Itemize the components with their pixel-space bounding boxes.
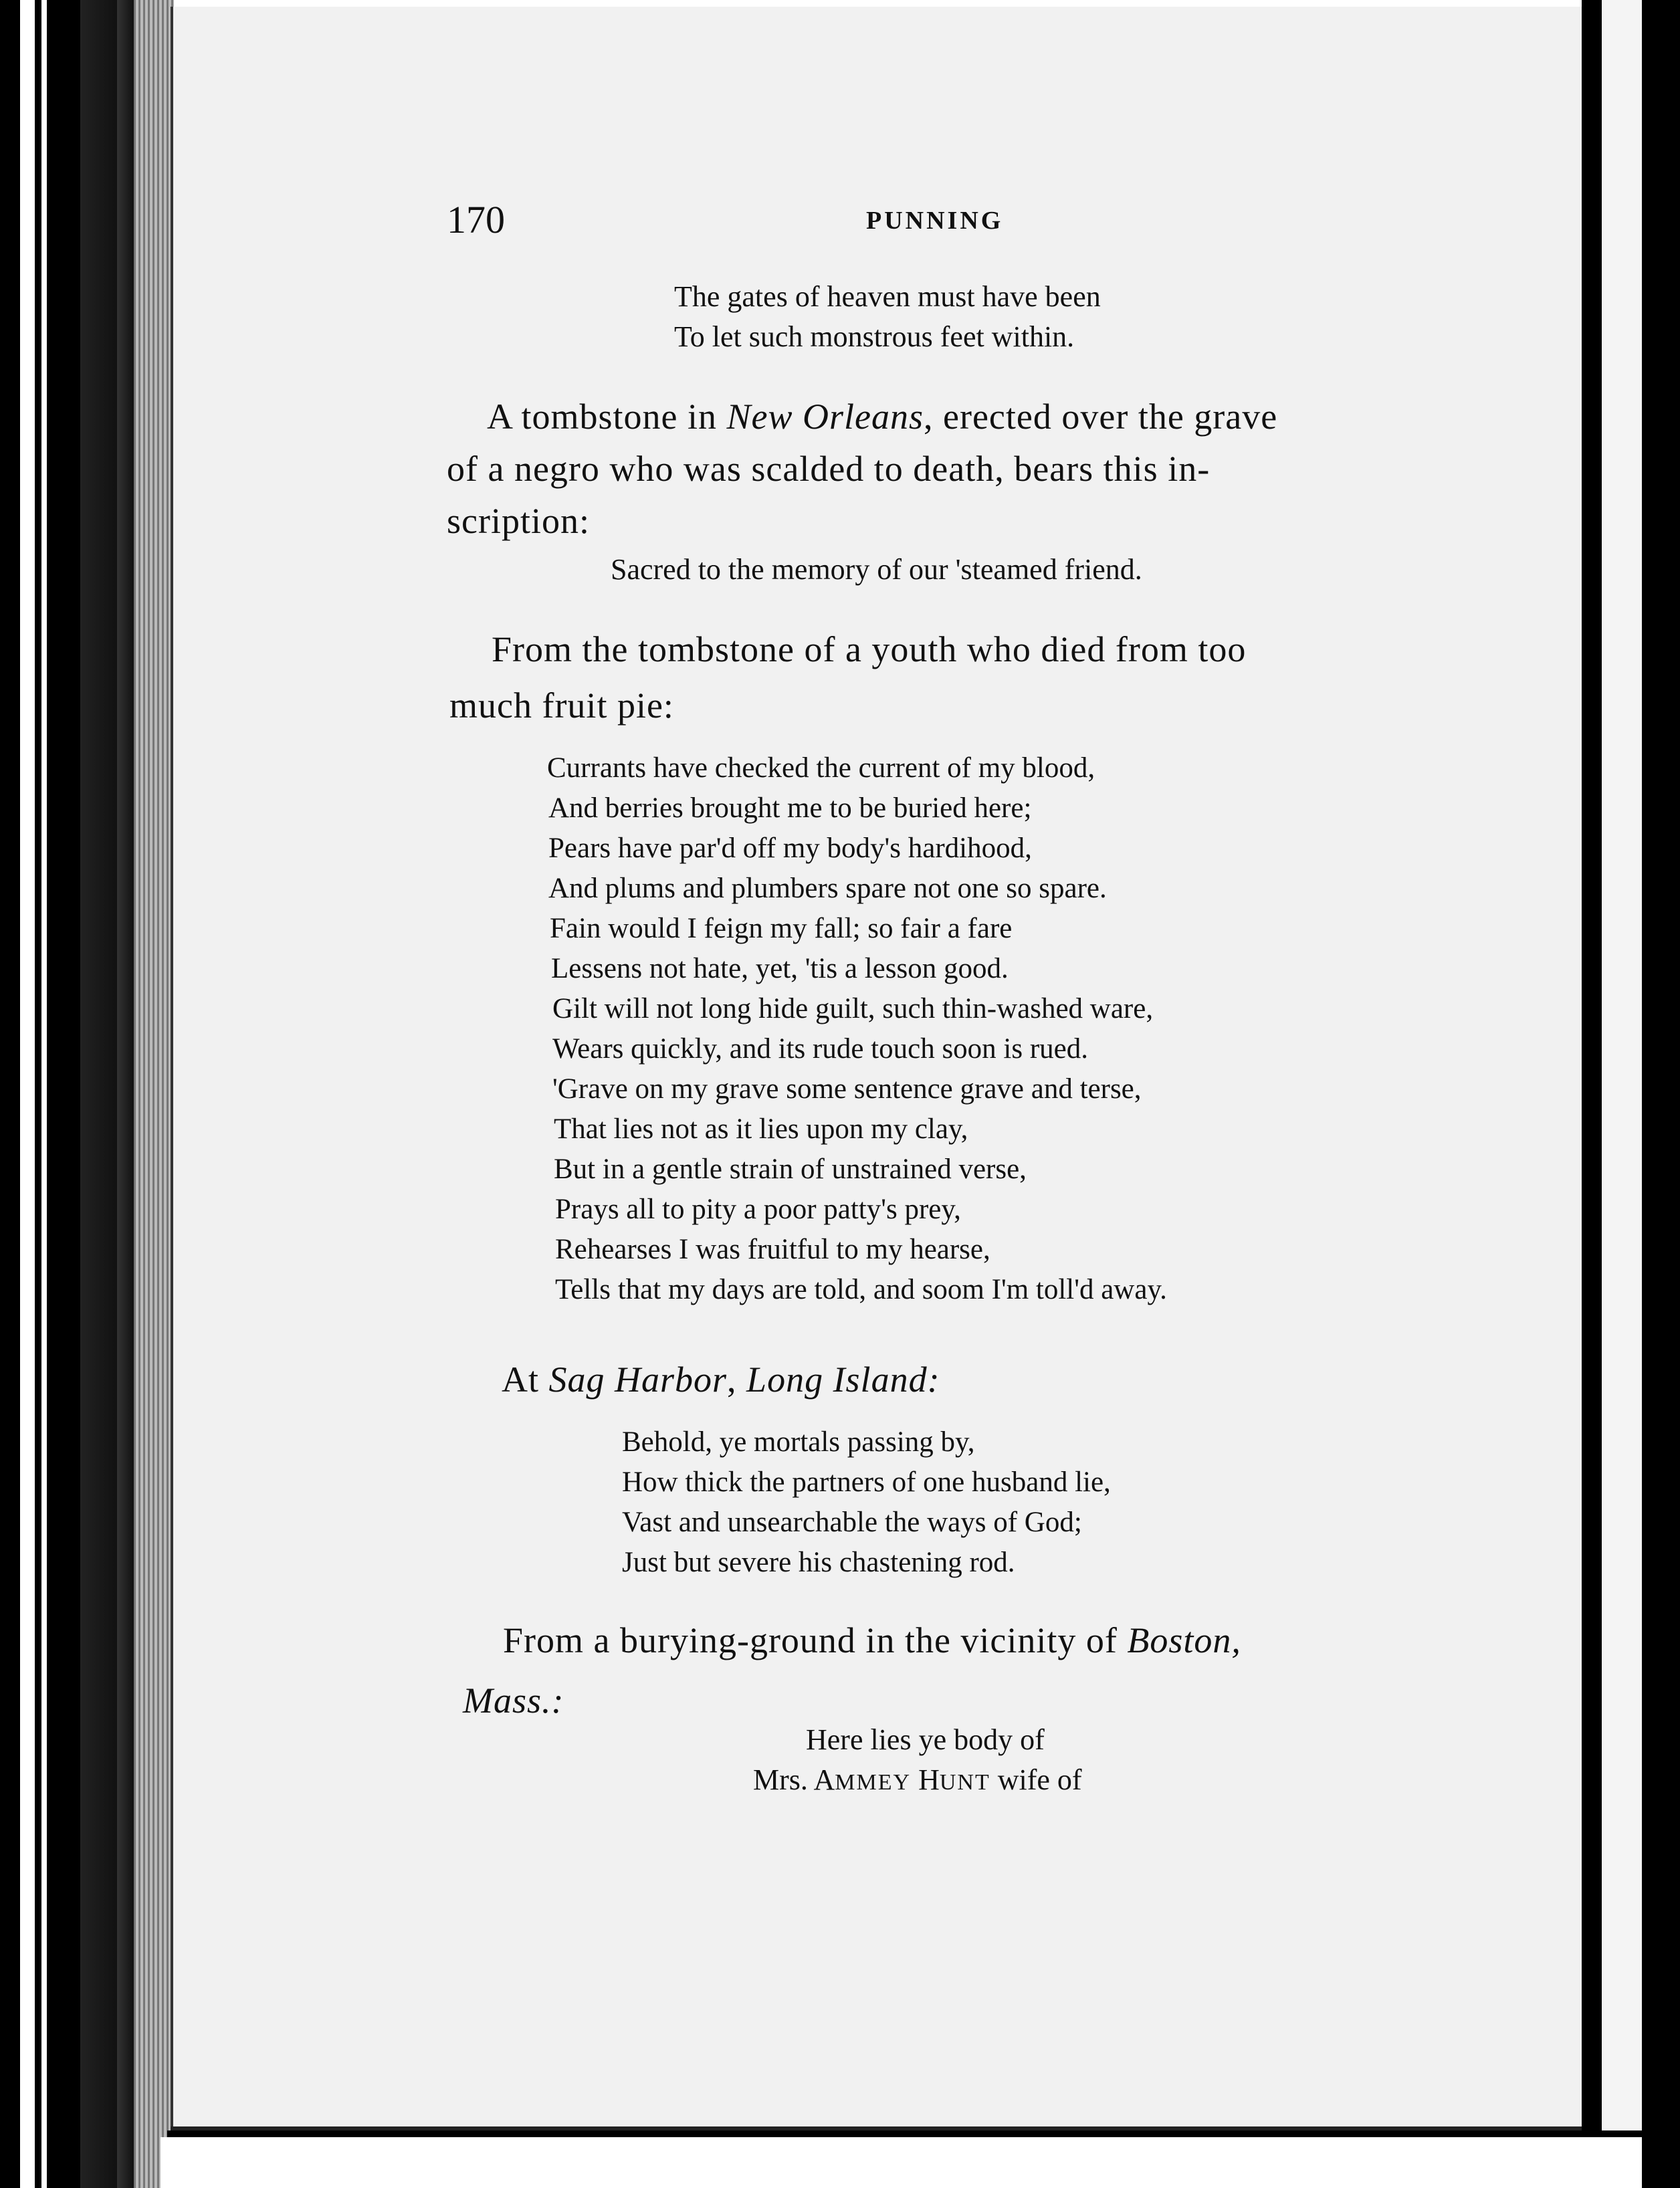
place-name: Sag Harbor: [548, 1359, 728, 1400]
poem-line: That lies not as it lies upon my clay,: [554, 1113, 968, 1145]
scan-far-right-edge: [1642, 0, 1680, 2188]
poem-line: Gilt will not long hide guilt, such thin-washed ware,: [552, 993, 1154, 1024]
poem-line: Just but severe his chastening rod.: [622, 1547, 1015, 1578]
scan-bottom-margin: [161, 2137, 1642, 2188]
verse-line: To let such monstrous feet within.: [674, 320, 1075, 353]
running-header: PUNNING: [866, 207, 1004, 235]
text-run: A tombstone in: [487, 397, 727, 437]
paragraph-line: scription:: [447, 501, 590, 541]
text-run: , erected over the grave: [924, 397, 1278, 437]
paragraph-line: From the tombstone of a youth who died from too: [492, 629, 1247, 669]
text-run: From a burying-ground in the vicinity of: [503, 1620, 1128, 1660]
inscription-line: Here lies ye body of: [806, 1723, 1045, 1756]
place-name: New Orleans: [726, 397, 924, 437]
poem-line: Pears have par'd off my body's hardihood,: [548, 833, 1032, 864]
paragraph-line: [502, 1359, 940, 1400]
facing-page-strip: [1602, 0, 1642, 2133]
poem-line: How thick the partners of one husband lie,: [622, 1466, 1111, 1498]
poem-line: Fain would I feign my fall; so fair a fare: [550, 913, 1013, 944]
poem-line: Currants have checked the current of my blood,: [547, 752, 1095, 784]
small-caps-text: UNT: [939, 1770, 990, 1795]
small-caps-initial: A: [813, 1763, 835, 1796]
poem-line: Prays all to pity a poor patty's prey,: [555, 1194, 961, 1225]
poem-line: Lessens not hate, yet, 'tis a lesson good.: [551, 953, 1009, 984]
poem-line: But in a gentle strain of unstrained verse,: [554, 1154, 1027, 1185]
page-edges-stack: [134, 0, 174, 2188]
poem-line: 'Grave on my grave some sentence grave and terse,: [552, 1073, 1142, 1105]
text-run: Mrs.: [753, 1763, 814, 1796]
paragraph-line: much fruit pie:: [449, 685, 674, 726]
small-caps-text: MMEY: [835, 1770, 912, 1795]
verse-line: The gates of heaven must have been: [674, 280, 1101, 313]
inscription-line: [753, 1763, 1082, 1797]
text-run: At: [502, 1359, 549, 1400]
poem-line: And plums and plumbers spare not one so spare.: [548, 873, 1107, 904]
poem-line: Vast and unsearchable the ways of God;: [622, 1507, 1082, 1538]
small-caps-initial: H: [918, 1763, 940, 1796]
page-number: 170: [447, 198, 505, 241]
poem-line: Tells that my days are told, and soom I'm toll'd away.: [555, 1274, 1167, 1305]
place-name: Boston,: [1127, 1620, 1241, 1660]
poem-line: Behold, ye mortals passing by,: [622, 1426, 975, 1458]
scan-right-edge: [1582, 0, 1602, 2133]
paragraph-line: of a negro who was scalded to death, bears this in-: [447, 449, 1211, 489]
text-run: wife of: [990, 1763, 1082, 1796]
poem-line: And berries brought me to be buried here;: [548, 792, 1032, 824]
paragraph-line: [487, 396, 1277, 437]
paragraph-line: [503, 1620, 1241, 1661]
text-run: ,: [727, 1359, 747, 1400]
paragraph-line: [463, 1680, 564, 1721]
poem-line: Rehearses I was fruitful to my hearse,: [555, 1234, 990, 1265]
poem-line: Wears quickly, and its rude touch soon is rued.: [552, 1033, 1089, 1065]
place-name: Mass.:: [463, 1680, 564, 1721]
place-name: Long Island:: [746, 1359, 940, 1400]
inscription-line: Sacred to the memory of our 'steamed friend.: [611, 553, 1142, 586]
